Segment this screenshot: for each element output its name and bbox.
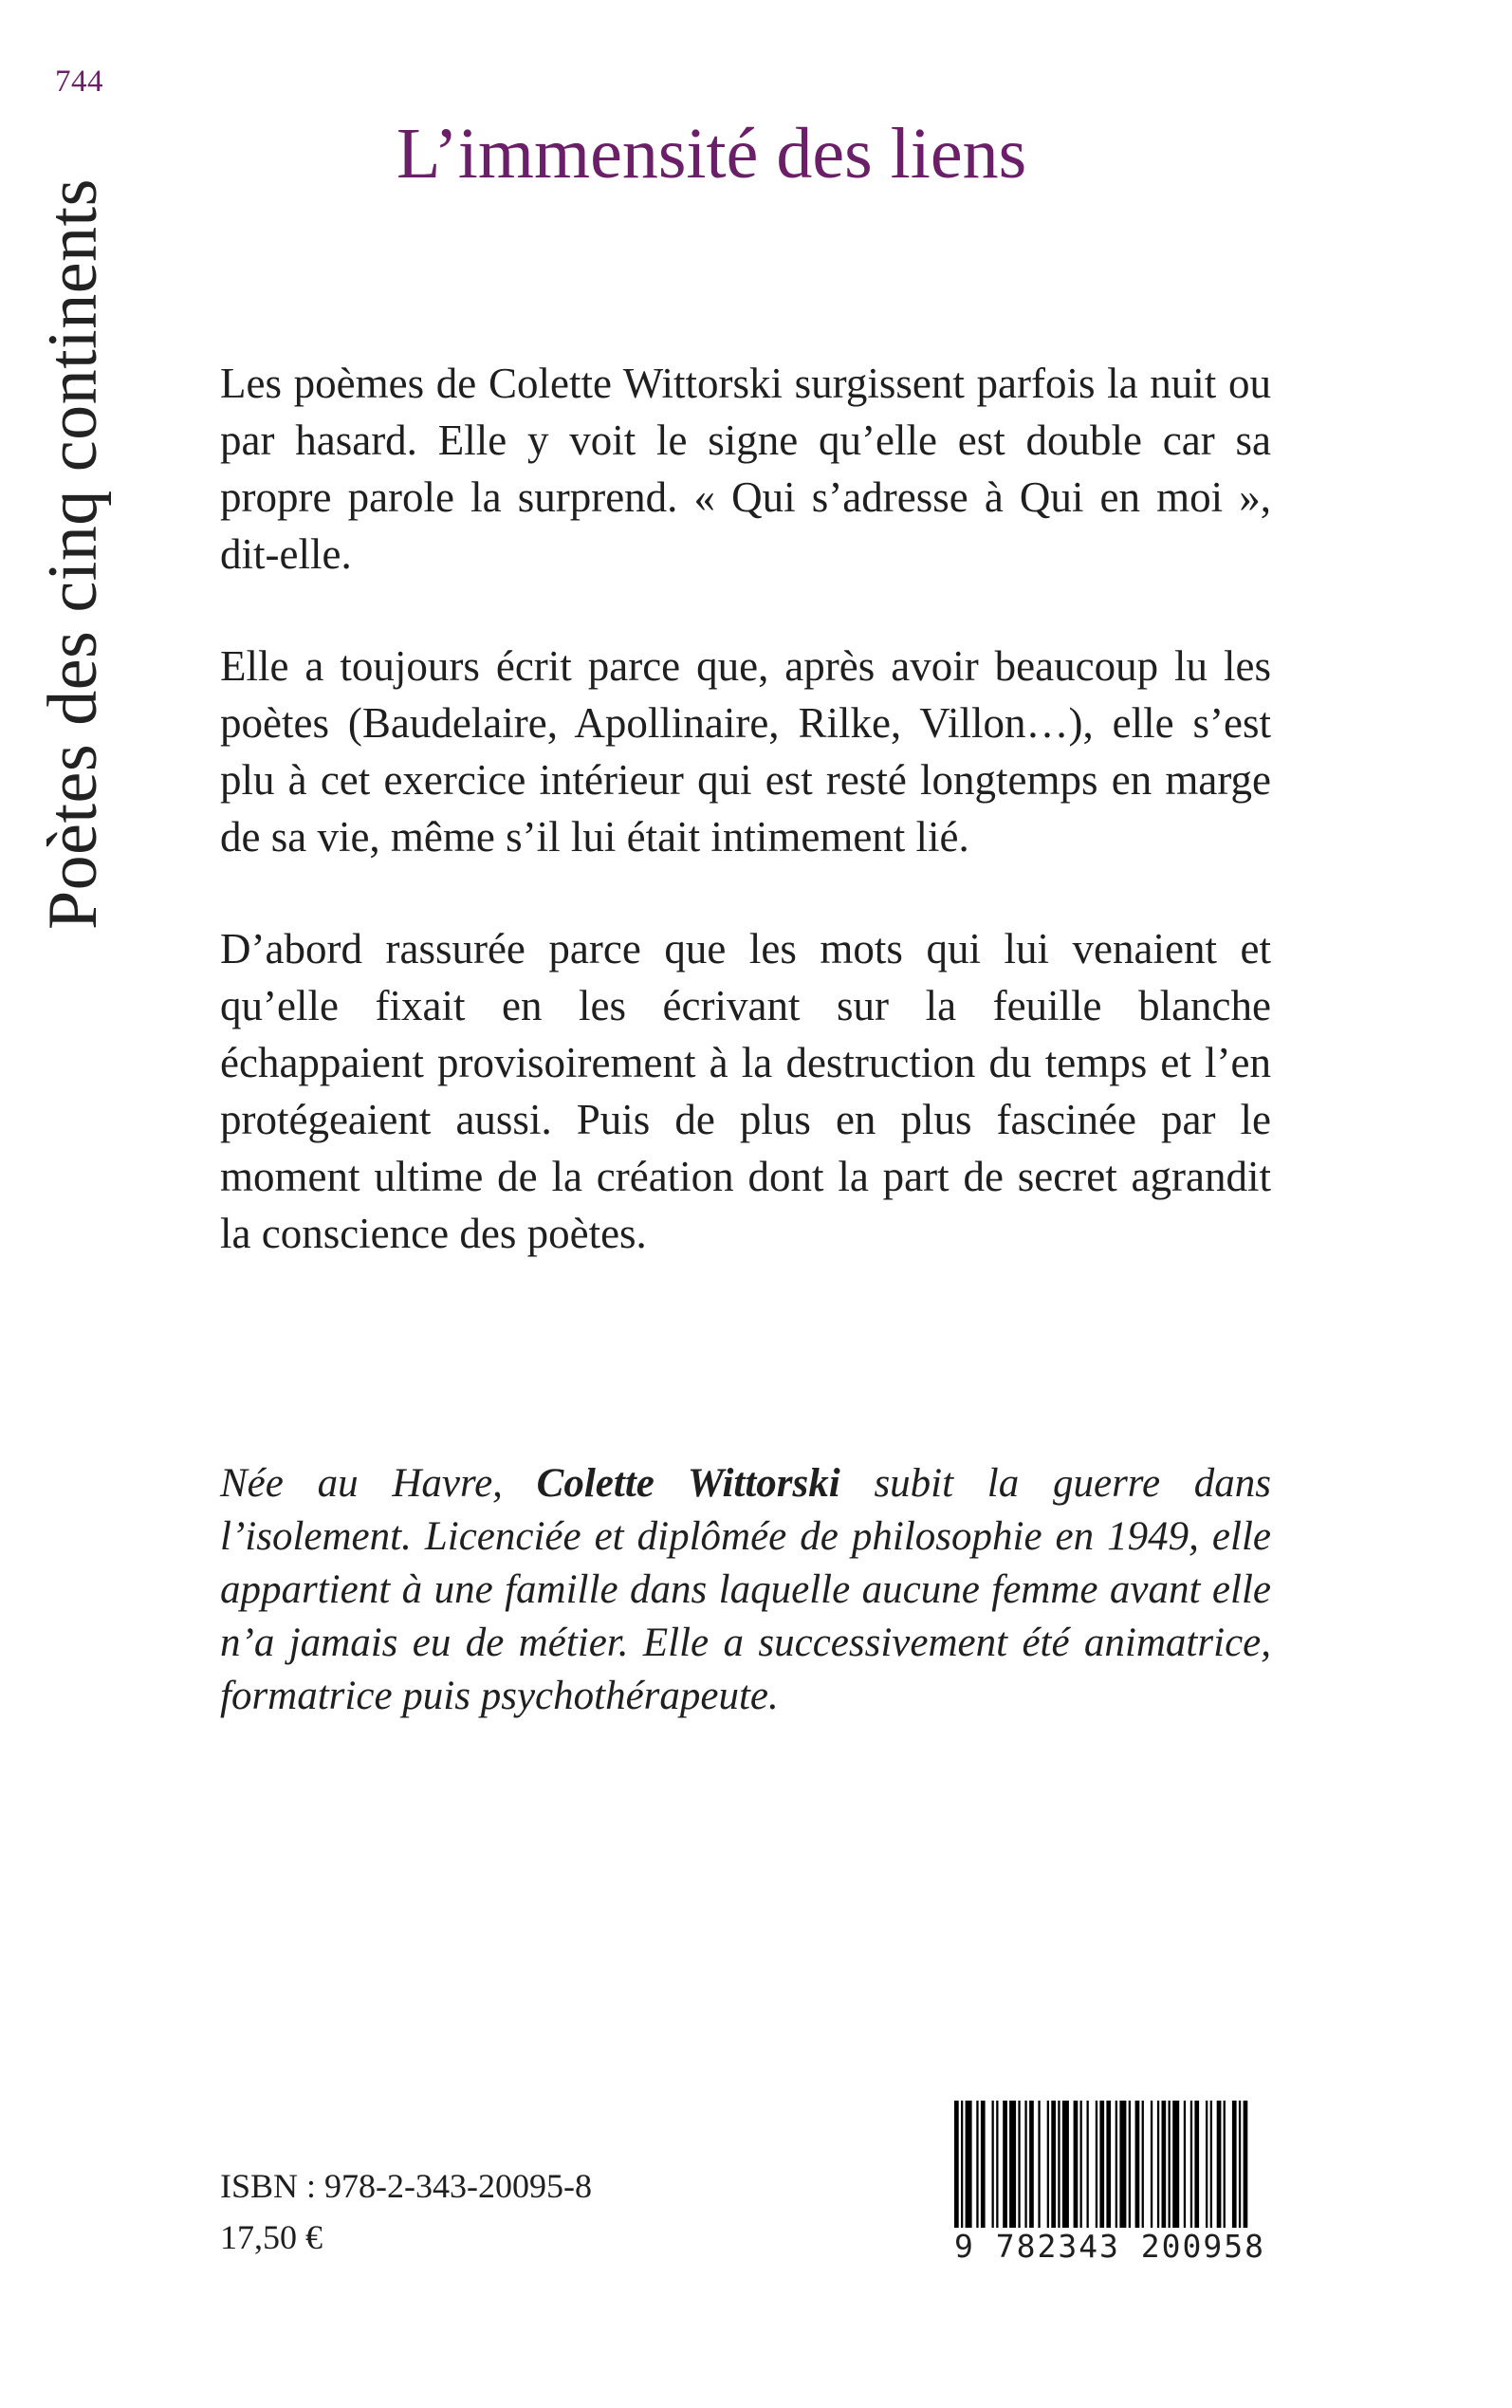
bio-intro: Née au Havre, bbox=[220, 1461, 537, 1506]
series-title: Poètes des cinq continents bbox=[34, 178, 112, 930]
bio-text: subit la guerre dans l’isolement. Licenciée et diplômée de philosophie en 1949, elle appartient à une famille dans laquelle aucune femme avant elle n’a jamais eu de métier. Elle a successivement été animatrice, formatrice puis psychothérapeute. bbox=[220, 1461, 1271, 1718]
paragraph-2: Elle a toujours écrit parce que, après avoir beaucoup lu les poètes (Baudelaire, Apollinaire, Rilke, Villon…), elle s’est plu à cet exercice intérieur qui est resté longtemps en marge de sa vie, même s’il lui était intimement lié. bbox=[220, 642, 1271, 861]
paragraph-1: Les poèmes de Colette Wittorski surgissent parfois la nuit ou par hasard. Elle y voit le signe qu’elle est double car sa propre parole la surprend. « Qui s’adresse à Qui en moi », dit-elle. bbox=[220, 360, 1271, 578]
book-title: L’immensité des liens bbox=[396, 114, 1027, 194]
price: 17,50 € bbox=[220, 2218, 323, 2256]
back-cover-text bbox=[220, 355, 1271, 1317]
collection-number: 744 bbox=[55, 65, 103, 99]
author-bio bbox=[220, 1457, 1271, 1723]
barcode-digits: 9 782343 200958 bbox=[949, 2228, 1271, 2265]
paragraph-3: D’abord rassurée parce que les mots qui lui venaient et qu’elle fixait en les écrivant sur la feuille blanche échappaient provisoirement à la destruction du temps et l’en protégeaient aussi. Puis de plus en plus fascinée par le moment ultime de la création dont la part de secret agrandit la conscience des poètes. bbox=[220, 925, 1271, 1257]
isbn: ISBN : 978-2-343-20095-8 bbox=[220, 2167, 592, 2205]
author-name: Colette Wittorski bbox=[536, 1461, 840, 1506]
